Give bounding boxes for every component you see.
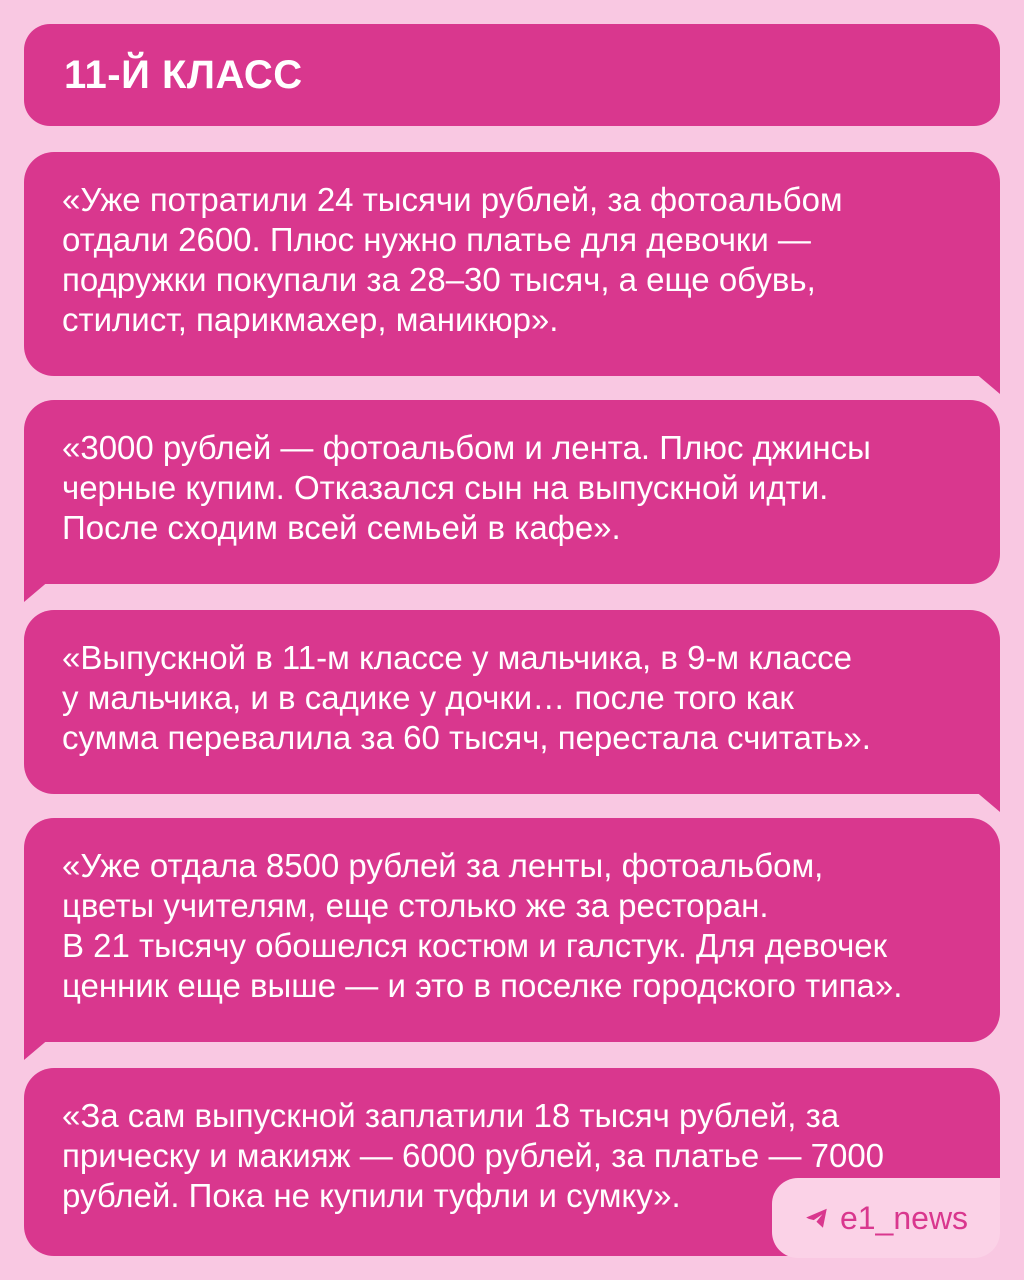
quote-text: «За сам выпускной заплатили 18 тысяч рублей, за прическу и макияж — 6000 рублей, за платье — 7000 рублей. Пока не купили туфли и сумку». [62,1097,885,1214]
bubble-tail [974,372,1000,394]
quote-bubble-1 [24,152,1000,376]
quote-text: «Уже отдала 8500 рублей за ленты, фотоальбом, цветы учителям, еще столько же за ресторан. В 21 тысячу обошелся костюм и галстук. Для девочек ценник еще выше — и это в поселке городского типа». [62,847,903,1004]
quote-bubble-3 [24,610,1000,794]
brand-label: e1_news [839,1199,969,1236]
bubble-tail [24,1038,50,1060]
brand-badge[interactable] [772,1178,1000,1258]
quote-text: «3000 рублей — фотоальбом и лента. Плюс джинсы черные купим. Отказался сын на выпускной идти. После сходим всей семьей в кафе». [62,429,871,546]
page-title: 11-Й КЛАСС [64,52,303,97]
bubble-tail [24,580,50,602]
header-card [24,24,1000,126]
quote-text: «Уже потратили 24 тысячи рублей, за фотоальбом отдали 2600. Плюс нужно платье для девочки — подружки покупали за 28–30 тысяч, а еще обувь, стилист, парикмахер, маникюр». [62,181,843,338]
telegram-icon [804,1205,830,1231]
bubble-tail [974,790,1000,812]
quote-text: «Выпускной в 11-м классе у мальчика, в 9-м классе у мальчика, и в садике у дочки… после того как сумма перевалила за 60 тысяч, перестала считать». [62,639,871,756]
quote-bubble-4 [24,818,1000,1042]
quote-bubble-2 [24,400,1000,584]
